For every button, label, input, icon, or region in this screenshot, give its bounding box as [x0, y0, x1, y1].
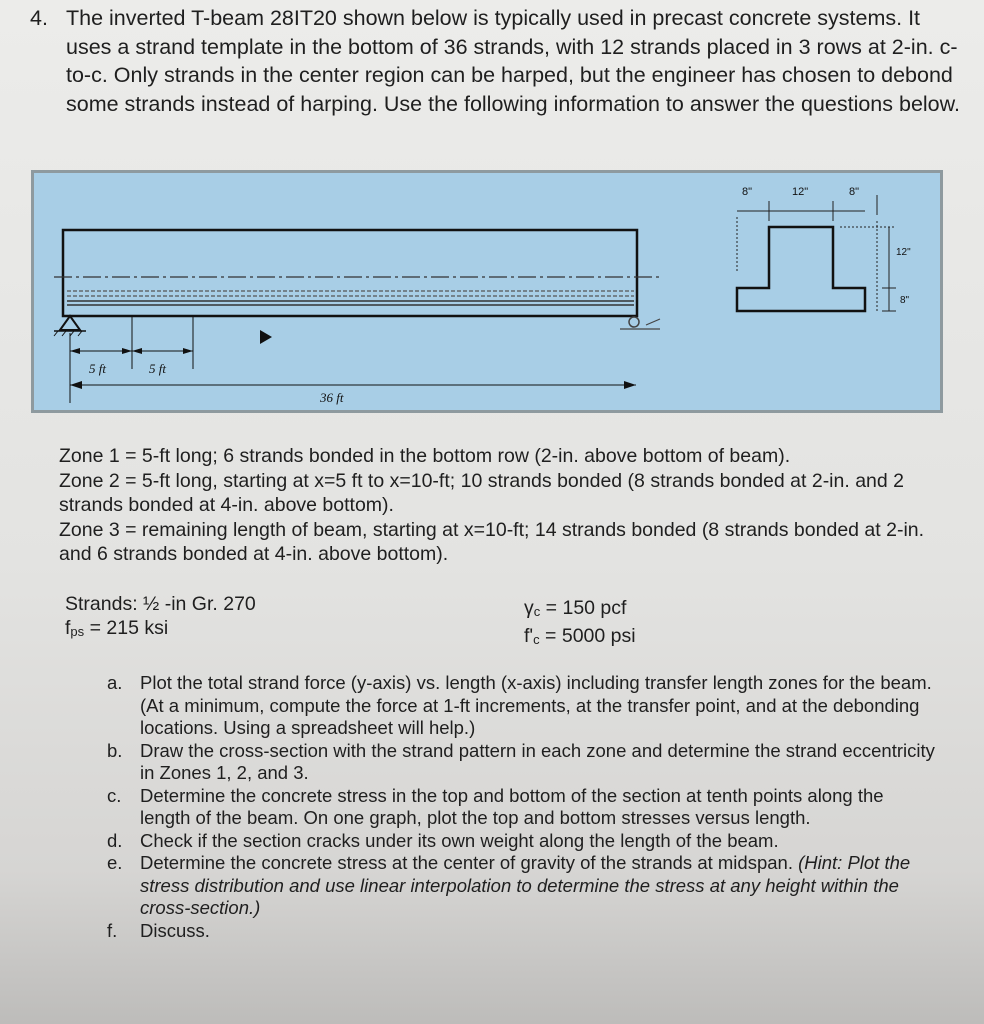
- cross-section-outline: [737, 227, 865, 311]
- question-text: The inverted T-beam 28IT20 shown below is typically used in precast concrete systems. It uses a strand template in the bottom of 36 strands, with 12 strands placed in 3 rows at 2-in. c-to-c. Only strands in the center region can be harped, but the engineer has chosen to debond some strands instead of harping. Use the following information to answer the questions below.: [66, 6, 960, 116]
- fps-line: [65, 616, 256, 644]
- zone-3-text: Zone 3 = remaining length of beam, starting at x=10-ft; 14 strands bonded (8 strands bonded at 2-in. and 6 strands bonded at 4-in. above bottom).: [59, 518, 925, 565]
- strand-properties: [65, 592, 256, 644]
- task-hint: (Hint: Plot the stress distribution and use linear interpolation to determine the stress at any height within the cross-section.): [140, 852, 911, 918]
- arrow-icon: [70, 381, 82, 389]
- label-5ft-b: 5 ft: [149, 361, 166, 376]
- concrete-properties: [524, 596, 636, 652]
- label-36ft: 36 ft: [320, 390, 344, 405]
- fc-line: [524, 624, 636, 652]
- task-label: e.: [107, 852, 123, 873]
- zones-block: [59, 444, 939, 567]
- arrow-icon: [183, 348, 193, 354]
- question-block: [30, 4, 960, 118]
- task-text: Determine the concrete stress at the center of gravity of the strands at midspan.: [140, 852, 793, 873]
- fps-symbol: f: [65, 617, 71, 639]
- label-5ft-a: 5 ft: [89, 361, 106, 376]
- task-text: Check if the section cracks under its own weight along the length of the beam.: [140, 829, 779, 851]
- fps-value: = 215 ksi: [84, 617, 169, 639]
- fc-symbol: f': [524, 625, 534, 647]
- task-label: a.: [107, 672, 123, 693]
- gamma-symbol: γ: [524, 597, 534, 619]
- task-text: Draw the cross-section with the strand pattern in each zone and determine the strand eccentricity in Zones 1, 2, and 3.: [140, 739, 935, 783]
- task-list: [107, 672, 937, 942]
- roller-support-icon: [620, 317, 660, 329]
- question-number: 4.: [30, 6, 48, 30]
- fps-subscript: ps: [70, 624, 85, 639]
- cursor-pointer-icon: [260, 330, 272, 344]
- task-text: Determine the concrete stress in the top and bottom of the section at tenth points along the length of the beam. On one graph, plot the top and bottom stresses versus length.: [140, 784, 884, 828]
- task-item: [107, 920, 937, 943]
- arrow-icon: [624, 381, 636, 389]
- label-8in-right: 8": [849, 186, 860, 198]
- fc-subscript: c: [533, 632, 540, 647]
- task-label: d.: [107, 829, 123, 851]
- label-12in-top: 12": [792, 186, 809, 198]
- task-label: f.: [107, 919, 118, 941]
- task-label: b.: [107, 739, 123, 761]
- label-8in-left: 8": [742, 186, 753, 198]
- gamma-subscript: c: [533, 604, 541, 619]
- beam-diagram: [34, 173, 940, 410]
- task-item: [107, 852, 937, 920]
- task-text: Discuss.: [140, 919, 210, 941]
- task-label: c.: [107, 784, 122, 806]
- gamma-line: [524, 596, 636, 624]
- task-item: [107, 740, 937, 785]
- strands-label: Strands: ½ -in Gr. 270: [65, 593, 256, 615]
- fc-value: = 5000 psi: [539, 625, 636, 647]
- task-item: [107, 830, 937, 853]
- task-item: [107, 785, 937, 830]
- beam-outline: [63, 230, 637, 316]
- gamma-value: = 150 pcf: [540, 597, 627, 619]
- task-text: Plot the total strand force (y-axis) vs. length (x-axis) including transfer length zones for the beam. (At a minimum, compute the force at 1-ft increments, at the transfer point, and at the debonding locations. Using a spreadsheet will help.): [140, 672, 932, 738]
- label-12in-side: 12": [896, 247, 911, 258]
- arrow-icon: [132, 348, 142, 354]
- zone-1-text: Zone 1 = 5-ft long; 6 strands bonded in the bottom row (2-in. above bottom of beam).: [59, 445, 791, 467]
- arrow-icon: [70, 348, 80, 354]
- zone-2-text: Zone 2 = 5-ft long, starting at x=5 ft to x=10-ft; 10 strands bonded (8 strands bonded at 2-in. and 2 strands bonded at 4-in. above bottom).: [59, 469, 904, 516]
- arrow-icon: [122, 348, 132, 354]
- label-8in-side: 8": [900, 295, 910, 306]
- task-item: [107, 672, 937, 740]
- beam-figure: [31, 170, 943, 413]
